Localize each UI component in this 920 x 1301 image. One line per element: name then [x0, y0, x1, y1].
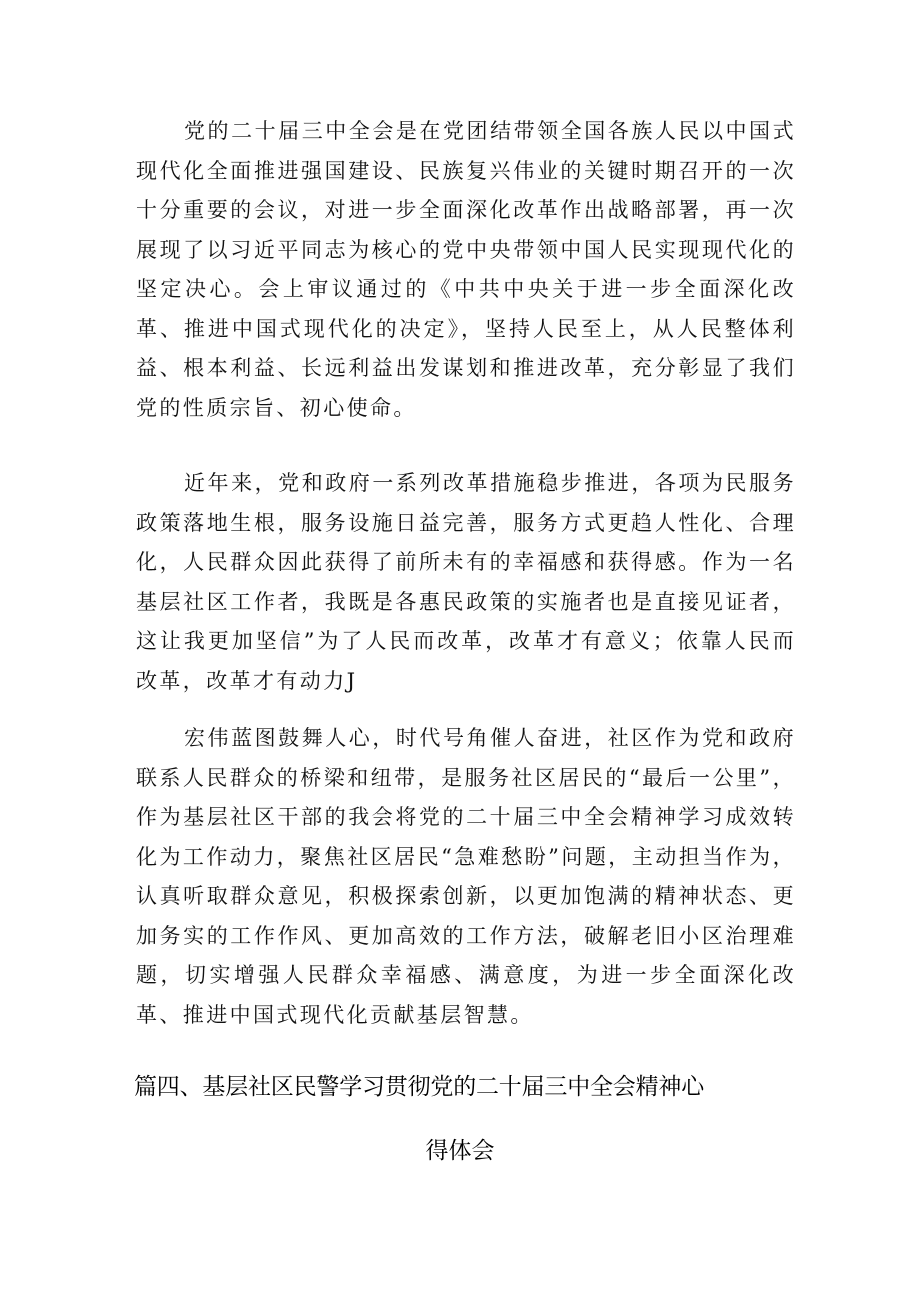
section-heading-continuation: 得体会 — [425, 1138, 495, 1164]
section-heading: 篇四、基层社区民警学习贯彻党的二十届三中全会精神心 — [134, 1074, 705, 1100]
paragraph-2: 近年来，党和政府一系列改革措施稳步推进，各项为民服务政策落地生根，服务设施日益完善，服务方式更趋人性化、合理化，人民群众因此获得了前所未有的幸福感和获得感。作为一名基层社区工作者，我既是各惠民政策的实施者也是直接见证者，这让我更加坚信”为了人民而改革，改革才有意义；依靠人民而改革，改革才有动力J — [136, 471, 796, 693]
paragraph-1: 党的二十届三中全会是在党团结带领全国各族人民以中国式现代化全面推进强国建设、民族复兴伟业的关键时期召开的一次十分重要的会议，对进一步全面深化改革作出战略部署，再一次展现了以习近平同志为核心的党中央带领中国人民实现现代化的坚定决心。会上审议通过的《中共中央关于进一步全面深化改革、推进中国式现代化的决定》，坚持人民至上，从人民整体利益、根本利益、长远利益出发谋划和推进改革，充分彰显了我们党的性质宗旨、初心使命。 — [136, 119, 796, 420]
paragraph-3: 宏伟蓝图鼓舞人心，时代号角催人奋进，社区作为党和政府联系人民群众的桥梁和纽带，是服务社区居民的“最后一公里”，作为基层社区干部的我会将党的二十届三中全会精神学习成效转化为工作动力，聚焦社区居民“急难愁盼”问题，主动担当作为，认真听取群众意见，积极探索创新，以更加饱满的精神状态、更加务实的工作作风、更加高效的工作方法，破解老旧小区治理难题，切实增强人民群众幸福感、满意度，为进一步全面深化改革、推进中国式现代化贡献基层智慧。 — [136, 726, 796, 1027]
